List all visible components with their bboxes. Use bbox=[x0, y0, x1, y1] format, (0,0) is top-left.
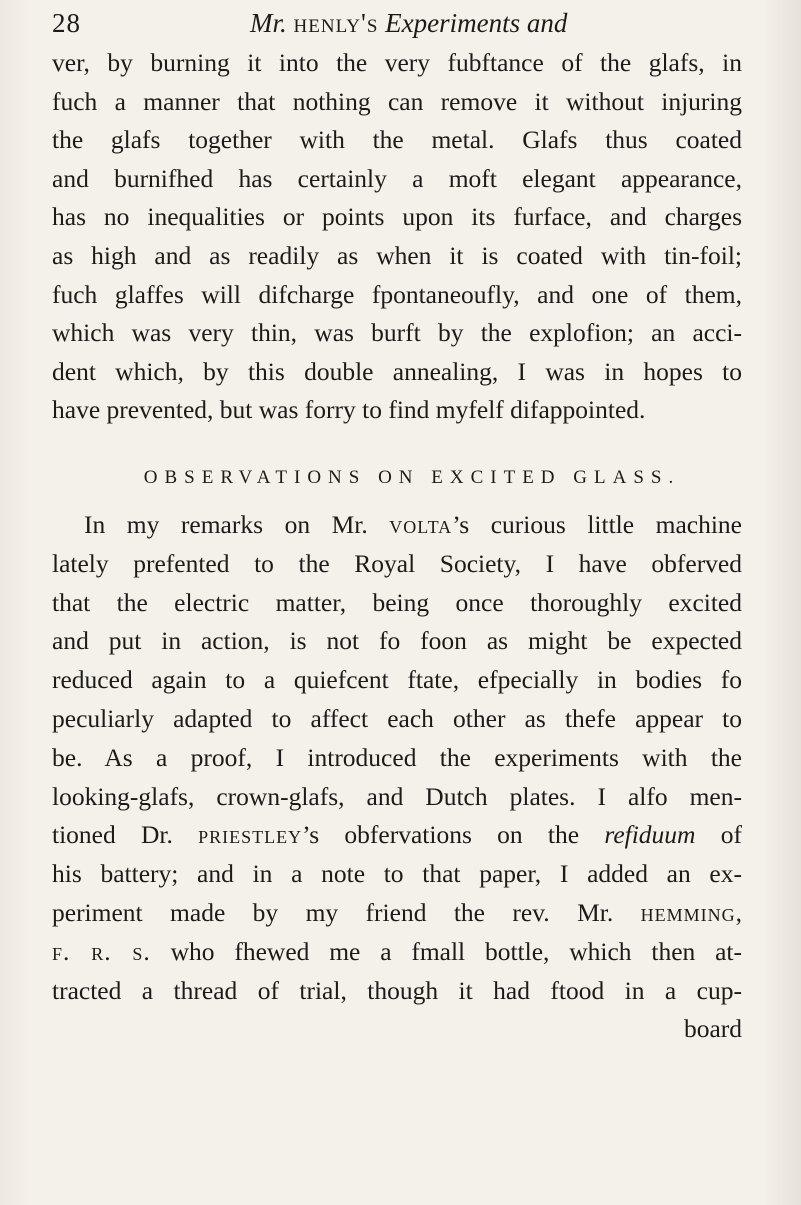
text-line: fuch glaffes will difcharge fpontaneoufly, and one of them, bbox=[52, 279, 742, 309]
text-line: tracted a thread of trial, though it had ftood in a cup- bbox=[52, 975, 742, 1005]
text-segment: periment made by my friend the rev. Mr. bbox=[52, 897, 641, 927]
text-line: have prevented, but was forry to find myfelf difappointed. bbox=[52, 395, 646, 425]
text-segment: , bbox=[735, 897, 742, 927]
text-line: dent which, by this double annealing, I was in hopes to bbox=[52, 356, 742, 386]
text-segment: who fhewed me a fmall bottle, which then at- bbox=[150, 936, 742, 966]
text-line: his battery; and in a note to that paper, I added an ex- bbox=[52, 859, 742, 889]
text-line: that the electric matter, being once thoroughly excited bbox=[52, 587, 742, 617]
running-head bbox=[250, 8, 567, 39]
text-line bbox=[52, 894, 742, 933]
running-head-name: henly's bbox=[293, 8, 379, 38]
text-line: lately prefented to the Royal Society, I have obferved bbox=[52, 548, 742, 578]
text-line: and burnifhed has certainly a moft elegant appearance, bbox=[52, 163, 742, 193]
text-line: be. As a proof, I introduced the experiments with the bbox=[52, 742, 742, 772]
text-line: and put in action, is not fo foon as might be expected bbox=[52, 626, 742, 656]
text-line bbox=[52, 933, 742, 972]
text-line: reduced again to a quiefcent ftate, efpecially in bodies fo bbox=[52, 665, 742, 695]
paragraph-continued bbox=[52, 44, 742, 430]
text-line: the glafs together with the metal. Glafs thus coated bbox=[52, 125, 742, 155]
page-edge-shadow-right bbox=[761, 0, 801, 1205]
text-segment: tioned Dr. bbox=[52, 820, 199, 850]
text-segment: ’s curious little machine bbox=[452, 509, 742, 539]
text-line: fuch a manner that nothing can remove it without injuring bbox=[52, 86, 742, 116]
text-line: peculiarly adapted to affect each other as thefe appear to bbox=[52, 703, 742, 733]
running-head-rest: Experiments and bbox=[385, 8, 568, 38]
text-line: looking-glafs, crown-glafs, and Dutch plates. I alfo men- bbox=[52, 781, 742, 811]
section-heading: OBSERVATIONS ON EXCITED GLASS. bbox=[143, 466, 681, 488]
text-segment: ’s obfervations on the bbox=[302, 820, 605, 850]
text-line: ver, by burning it into the very fubftance of the glafs, in bbox=[52, 48, 742, 77]
person-name: priestley bbox=[198, 820, 303, 850]
person-name: hemming bbox=[640, 897, 736, 927]
text-line: as high and as readily as when it is coated with tin-foil; bbox=[52, 240, 742, 270]
page-header bbox=[50, 8, 750, 48]
body-text bbox=[52, 44, 742, 1049]
italic-term: refiduum bbox=[604, 820, 696, 850]
text-segment: In my remarks on Mr. bbox=[84, 509, 390, 539]
text-line bbox=[52, 816, 742, 855]
text-line: which was very thin, was burft by the explofion; an acci- bbox=[52, 318, 742, 348]
text-line bbox=[52, 506, 742, 545]
person-name: volta bbox=[389, 509, 453, 539]
catchword: board bbox=[683, 1014, 742, 1044]
page-number: 28 bbox=[52, 8, 81, 38]
running-head-prefix: Mr. bbox=[250, 8, 287, 38]
text-line: has no inequalities or points upon its furface, and charges bbox=[52, 202, 742, 232]
paragraph bbox=[52, 506, 742, 1049]
page-edge-shadow-left bbox=[0, 0, 30, 1205]
text-segment: of bbox=[695, 820, 742, 850]
honorific: f. r. s. bbox=[52, 936, 151, 966]
